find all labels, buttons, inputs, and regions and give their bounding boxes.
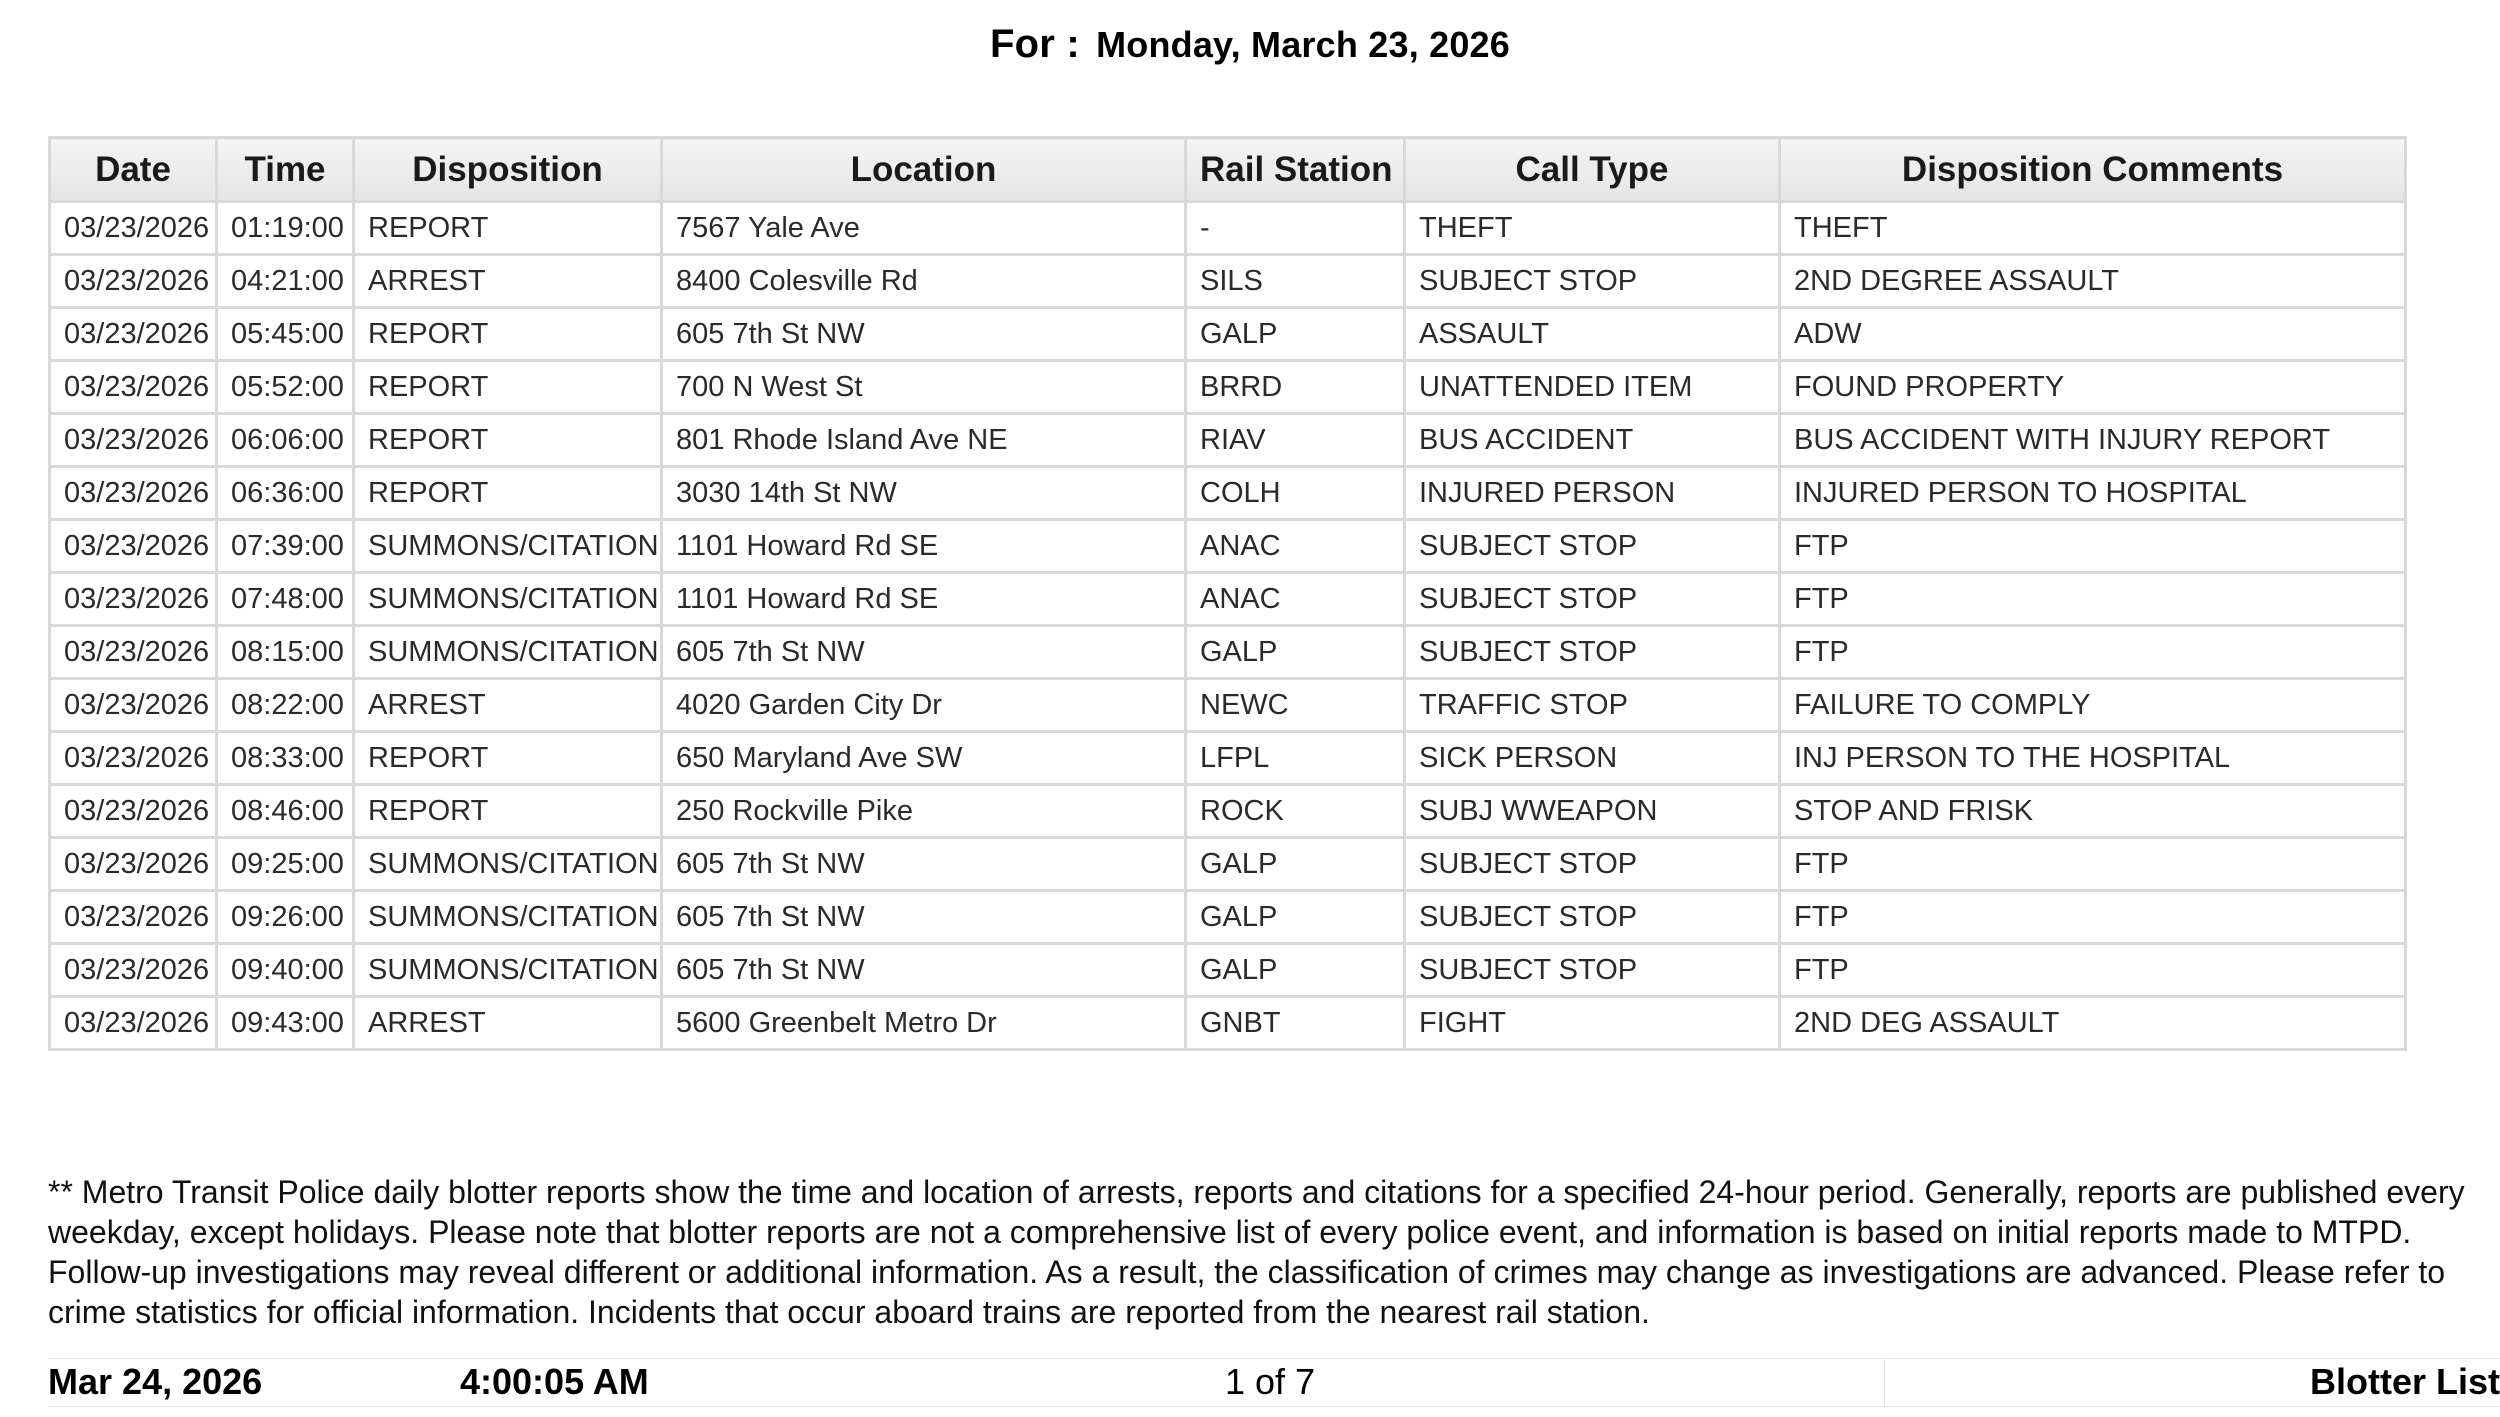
cell-call-type: THEFT: [1405, 202, 1780, 255]
table-row: [50, 626, 2406, 679]
cell-date: 03/23/2026: [50, 467, 217, 520]
cell-date: 03/23/2026: [50, 202, 217, 255]
table-row: [50, 891, 2406, 944]
cell-disposition-comments: FTP: [1780, 573, 2406, 626]
cell-rail-station: LFPL: [1186, 732, 1405, 785]
column-header-disposition-comments: Disposition Comments: [1780, 138, 2406, 202]
cell-rail-station: GALP: [1186, 944, 1405, 997]
cell-call-type: SUBJ WWEAPON: [1405, 785, 1780, 838]
cell-disposition-comments: FOUND PROPERTY: [1780, 361, 2406, 414]
footer-print-date: Mar 24, 2026: [48, 1361, 263, 1402]
cell-disposition-comments: INJ PERSON TO THE HOSPITAL: [1780, 732, 2406, 785]
table-row: [50, 573, 2406, 626]
column-header-time: Time: [217, 138, 354, 202]
cell-location: 605 7th St NW: [662, 838, 1186, 891]
table-body: [50, 202, 2406, 1050]
table-row: [50, 520, 2406, 573]
cell-date: 03/23/2026: [50, 838, 217, 891]
cell-disposition: REPORT: [354, 361, 662, 414]
cell-time: 07:48:00: [217, 573, 354, 626]
table-row: [50, 944, 2406, 997]
cell-disposition-comments: FTP: [1780, 944, 2406, 997]
cell-call-type: SUBJECT STOP: [1405, 626, 1780, 679]
cell-call-type: SICK PERSON: [1405, 732, 1780, 785]
cell-rail-station: SILS: [1186, 255, 1405, 308]
cell-rail-station: GNBT: [1186, 997, 1405, 1050]
cell-rail-station: GALP: [1186, 308, 1405, 361]
cell-call-type: ASSAULT: [1405, 308, 1780, 361]
cell-disposition: SUMMONS/CITATION: [354, 891, 662, 944]
cell-time: 08:46:00: [217, 785, 354, 838]
cell-location: 605 7th St NW: [662, 891, 1186, 944]
table-header-row: [50, 138, 2406, 202]
column-header-rail-station: Rail Station: [1186, 138, 1405, 202]
cell-disposition-comments: THEFT: [1780, 202, 2406, 255]
cell-disposition: REPORT: [354, 467, 662, 520]
cell-disposition-comments: ADW: [1780, 308, 2406, 361]
cell-disposition-comments: INJURED PERSON TO HOSPITAL: [1780, 467, 2406, 520]
cell-call-type: SUBJECT STOP: [1405, 944, 1780, 997]
cell-rail-station: ANAC: [1186, 520, 1405, 573]
cell-disposition-comments: FTP: [1780, 838, 2406, 891]
cell-location: 700 N West St: [662, 361, 1186, 414]
cell-call-type: TRAFFIC STOP: [1405, 679, 1780, 732]
cell-location: 801 Rhode Island Ave NE: [662, 414, 1186, 467]
cell-date: 03/23/2026: [50, 308, 217, 361]
cell-time: 09:25:00: [217, 838, 354, 891]
cell-time: 05:45:00: [217, 308, 354, 361]
cell-time: 09:43:00: [217, 997, 354, 1050]
cell-location: 5600 Greenbelt Metro Dr: [662, 997, 1186, 1050]
cell-time: 06:36:00: [217, 467, 354, 520]
cell-disposition: ARREST: [354, 255, 662, 308]
report-date-heading: Monday, March 23, 2026: [1096, 24, 1510, 65]
cell-disposition-comments: FTP: [1780, 520, 2406, 573]
cell-disposition: SUMMONS/CITATION: [354, 520, 662, 573]
cell-date: 03/23/2026: [50, 891, 217, 944]
cell-location: 3030 14th St NW: [662, 467, 1186, 520]
cell-call-type: FIGHT: [1405, 997, 1780, 1050]
cell-disposition-comments: FTP: [1780, 891, 2406, 944]
cell-disposition: REPORT: [354, 414, 662, 467]
table-row: [50, 732, 2406, 785]
table-row: [50, 997, 2406, 1050]
table-row: [50, 785, 2406, 838]
cell-time: 08:33:00: [217, 732, 354, 785]
cell-time: 04:21:00: [217, 255, 354, 308]
cell-location: 7567 Yale Ave: [662, 202, 1186, 255]
cell-disposition: REPORT: [354, 785, 662, 838]
cell-disposition: REPORT: [354, 202, 662, 255]
cell-date: 03/23/2026: [50, 520, 217, 573]
cell-rail-station: -: [1186, 202, 1405, 255]
footer-report-name: Blotter List: [2309, 1361, 2500, 1402]
cell-disposition-comments: 2ND DEG ASSAULT: [1780, 997, 2406, 1050]
cell-date: 03/23/2026: [50, 944, 217, 997]
cell-date: 03/23/2026: [50, 255, 217, 308]
column-header-location: Location: [662, 138, 1186, 202]
disclaimer-footnote: ** Metro Transit Police daily blotter reports show the time and location of arrests, reports and citations for a specified 24-hour period. Generally, reports are published every weekday, except holidays. Please note that blotter reports are not a comprehensive list of every police event, and information is based on initial reports made to MTPD. Follow-up investigations may reveal different or additional information. As a result, the classification of crimes may change as investigations are advanced. Please refer to crime statistics for official information. Incidents that occur aboard trains are reported from the nearest rail station.: [48, 1174, 2465, 1330]
column-header-call-type: Call Type: [1405, 138, 1780, 202]
cell-date: 03/23/2026: [50, 997, 217, 1050]
cell-time: 09:40:00: [217, 944, 354, 997]
cell-date: 03/23/2026: [50, 785, 217, 838]
column-header-disposition: Disposition: [354, 138, 662, 202]
cell-call-type: SUBJECT STOP: [1405, 573, 1780, 626]
cell-rail-station: GALP: [1186, 626, 1405, 679]
cell-disposition: SUMMONS/CITATION: [354, 573, 662, 626]
report-title: [0, 22, 2500, 67]
cell-disposition: SUMMONS/CITATION: [354, 944, 662, 997]
cell-disposition: SUMMONS/CITATION: [354, 626, 662, 679]
cell-date: 03/23/2026: [50, 732, 217, 785]
cell-date: 03/23/2026: [50, 414, 217, 467]
cell-location: 4020 Garden City Dr: [662, 679, 1186, 732]
table-row: [50, 255, 2406, 308]
cell-location: 605 7th St NW: [662, 944, 1186, 997]
page-footer: [0, 1354, 2500, 1402]
cell-time: 07:39:00: [217, 520, 354, 573]
cell-call-type: SUBJECT STOP: [1405, 891, 1780, 944]
cell-call-type: SUBJECT STOP: [1405, 520, 1780, 573]
footer-divider: [1884, 1358, 1885, 1406]
cell-location: 605 7th St NW: [662, 626, 1186, 679]
cell-disposition: SUMMONS/CITATION: [354, 838, 662, 891]
cell-disposition-comments: BUS ACCIDENT WITH INJURY REPORT: [1780, 414, 2406, 467]
cell-location: 8400 Colesville Rd: [662, 255, 1186, 308]
cell-rail-station: GALP: [1186, 838, 1405, 891]
cell-disposition: ARREST: [354, 679, 662, 732]
cell-location: 1101 Howard Rd SE: [662, 573, 1186, 626]
cell-disposition: REPORT: [354, 732, 662, 785]
cell-call-type: UNATTENDED ITEM: [1405, 361, 1780, 414]
cell-date: 03/23/2026: [50, 573, 217, 626]
table-row: [50, 467, 2406, 520]
cell-time: 09:26:00: [217, 891, 354, 944]
cell-call-type: INJURED PERSON: [1405, 467, 1780, 520]
cell-rail-station: BRRD: [1186, 361, 1405, 414]
cell-time: 06:06:00: [217, 414, 354, 467]
footer-page-number: 1 of 7: [1224, 1361, 1316, 1402]
cell-time: 01:19:00: [217, 202, 354, 255]
cell-call-type: SUBJECT STOP: [1405, 255, 1780, 308]
column-header-date: Date: [50, 138, 217, 202]
cell-disposition-comments: FAILURE TO COMPLY: [1780, 679, 2406, 732]
cell-location: 250 Rockville Pike: [662, 785, 1186, 838]
footer-rule-bottom: [48, 1406, 2500, 1407]
cell-rail-station: COLH: [1186, 467, 1405, 520]
cell-rail-station: NEWC: [1186, 679, 1405, 732]
cell-time: 08:22:00: [217, 679, 354, 732]
cell-rail-station: ANAC: [1186, 573, 1405, 626]
table-row: [50, 202, 2406, 255]
cell-disposition: REPORT: [354, 308, 662, 361]
table-row: [50, 838, 2406, 891]
cell-date: 03/23/2026: [50, 361, 217, 414]
cell-disposition-comments: STOP AND FRISK: [1780, 785, 2406, 838]
cell-disposition-comments: FTP: [1780, 626, 2406, 679]
cell-time: 05:52:00: [217, 361, 354, 414]
cell-time: 08:15:00: [217, 626, 354, 679]
cell-disposition-comments: 2ND DEGREE ASSAULT: [1780, 255, 2406, 308]
cell-date: 03/23/2026: [50, 626, 217, 679]
cell-rail-station: ROCK: [1186, 785, 1405, 838]
cell-call-type: BUS ACCIDENT: [1405, 414, 1780, 467]
cell-date: 03/23/2026: [50, 679, 217, 732]
cell-location: 650 Maryland Ave SW: [662, 732, 1186, 785]
for-label: For :: [990, 22, 1080, 66]
table-row: [50, 679, 2406, 732]
blotter-table: [48, 136, 2407, 1051]
table-row: [50, 308, 2406, 361]
cell-rail-station: GALP: [1186, 891, 1405, 944]
cell-rail-station: RIAV: [1186, 414, 1405, 467]
table-row: [50, 361, 2406, 414]
footer-print-time: 4:00:05 AM: [460, 1361, 649, 1402]
cell-disposition: ARREST: [354, 997, 662, 1050]
cell-call-type: SUBJECT STOP: [1405, 838, 1780, 891]
cell-location: 605 7th St NW: [662, 308, 1186, 361]
cell-location: 1101 Howard Rd SE: [662, 520, 1186, 573]
table-row: [50, 414, 2406, 467]
